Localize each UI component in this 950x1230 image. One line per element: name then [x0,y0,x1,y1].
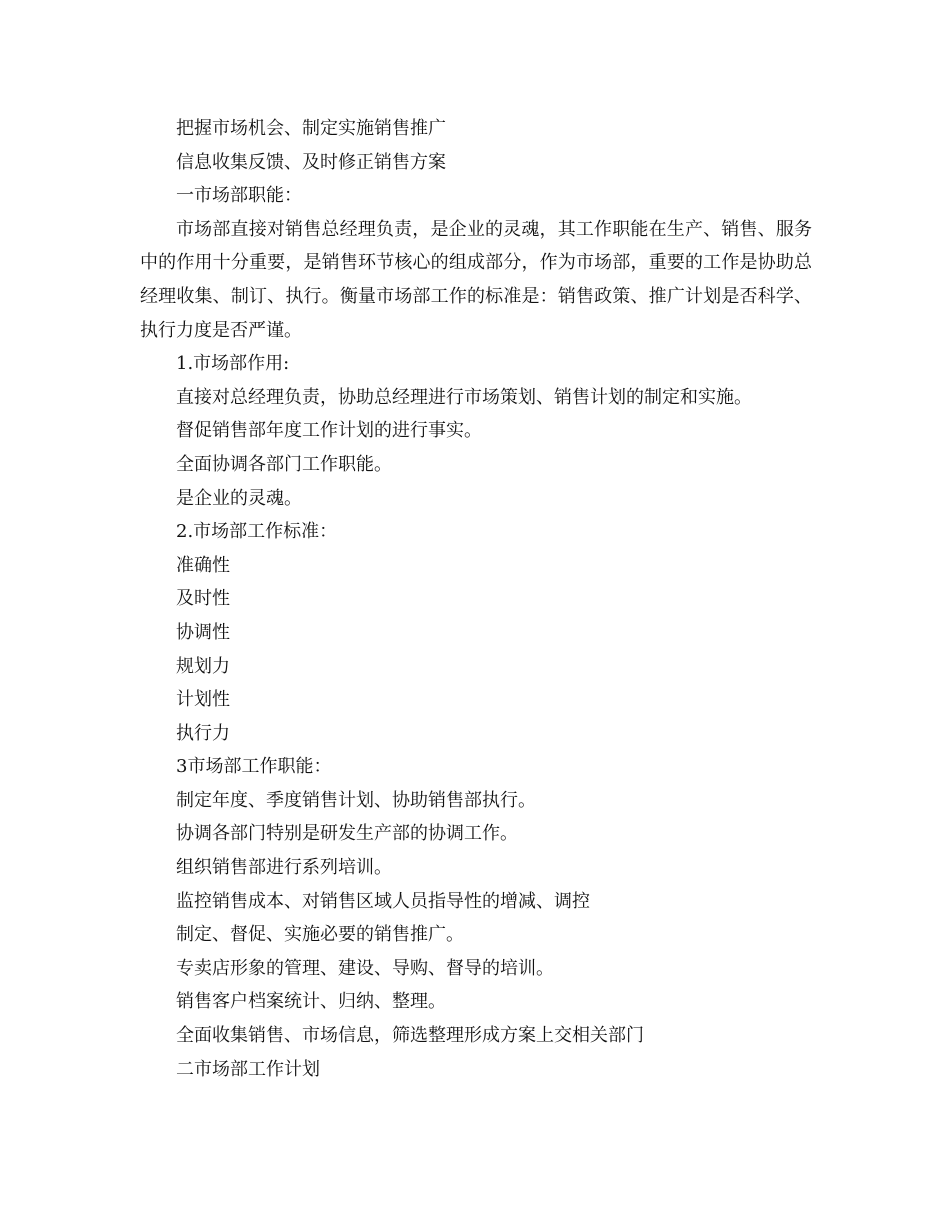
text-line: 把握市场机会、制定实施销售推广 [176,118,446,139]
text-line: 制定年度、季度销售计划、协助销售部执行。 [176,789,536,811]
document-body [140,112,812,1086]
section-heading: 二市场部工作计划 [176,1058,320,1080]
text-line: 制定、督促、实施必要的销售推广。 [176,924,464,946]
text-line: 直接对总经理负责，协助总经理进行市场策划、销售计划的制定和实施。 [176,386,752,408]
text-line: 信息收集反馈、及时修正销售方案 [176,151,446,173]
text-line: 协调各部门特别是研发生产部的协调工作。 [176,823,518,845]
subsection-heading: 3市场部工作职能： [176,756,332,778]
list-item: 及时性 [176,588,230,610]
text-line: 督促销售部年度工作计划的进行事实。 [176,420,482,442]
list-item: 准确性 [176,554,230,576]
list-item: 协调性 [176,621,230,643]
text-line: 是企业的灵魂。 [176,487,302,509]
text-line: 监控销售成本、对销售区域人员指导性的增减、调控 [176,890,590,912]
text-line: 销售客户档案统计、归纳、整理。 [176,991,446,1013]
intro-paragraph: 市场部直接对销售总经理负责，是企业的灵魂，其工作职能在生产、销售、服务中的作用十分重要，是销售环节核心的组成部分，作为市场部，重要的工作是协助总经理收集、制订、执行。衡量市场部工作的标准是：销售政策、推广计划是否科学、执行力度是否严谨。 [140,218,812,341]
subsection-heading: 1.市场部作用: [176,353,290,375]
list-item: 计划性 [176,689,230,711]
section-heading: 一市场部职能： [176,185,302,207]
text-line: 全面收集销售、市场信息，筛选整理形成方案上交相关部门 [176,1025,644,1047]
list-item: 规划力 [176,655,230,677]
text-line: 专卖店形象的管理、建设、导购、督导的培训。 [176,957,554,979]
text-line: 组织销售部进行系列培训。 [176,857,392,879]
subsection-heading: 2.市场部工作标准： [176,521,338,543]
text-line: 全面协调各部门工作职能。 [176,453,392,475]
list-item: 执行力 [176,722,230,744]
